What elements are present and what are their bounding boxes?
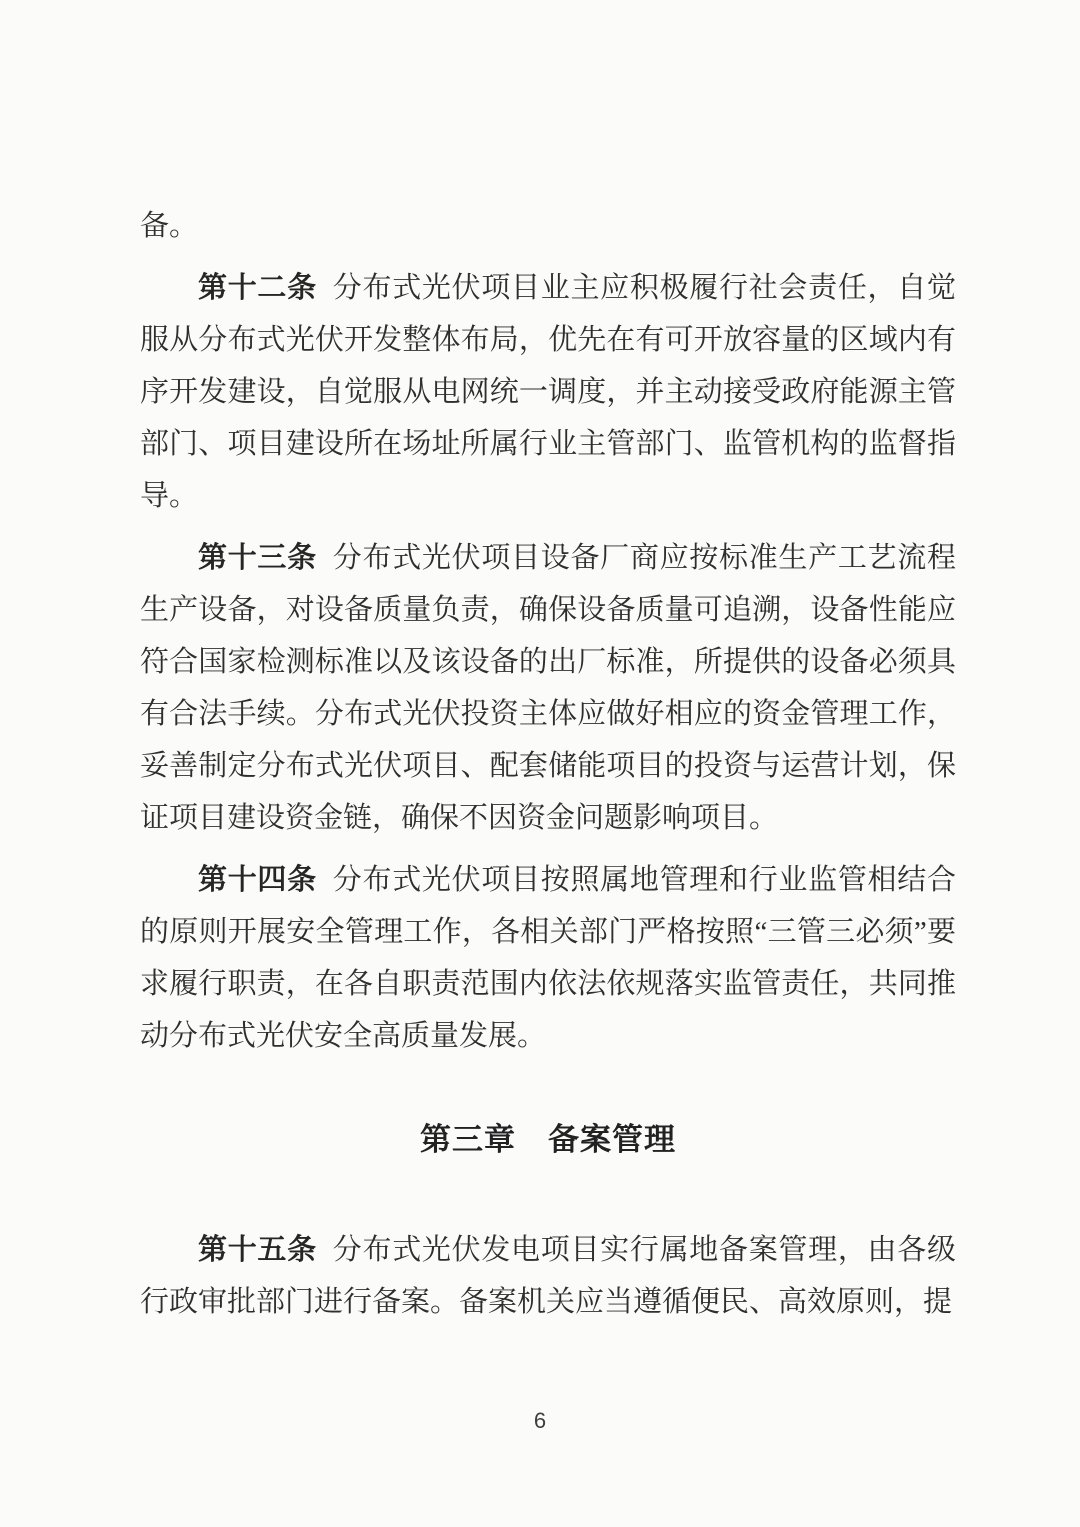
chapter-heading: 第三章 备案管理 xyxy=(420,1122,676,1157)
article-15-text: 分布式光伏发电项目实行属地备案管理，由各级行政审批部门进行备案。备案机关应当遵循便民、高效原则，提 xyxy=(140,1234,956,1318)
paragraph-continuation-text: 备。 xyxy=(140,210,199,242)
article-12-label: 第十二条 xyxy=(198,272,317,304)
paragraph-article-13 xyxy=(140,532,956,844)
paragraph-article-14 xyxy=(140,854,956,1062)
article-15-label: 第十五条 xyxy=(198,1234,317,1266)
article-14-label: 第十四条 xyxy=(198,864,317,896)
article-13-text: 分布式光伏项目设备厂商应按标准生产工艺流程生产设备，对设备质量负责，确保设备质量可追溯，设备性能应符合国家检测标准以及该设备的出厂标准，所提供的设备必须具有合法手续。分布式光伏投资主体应做好相应的资金管理工作，妥善制定分布式光伏项目、配套储能项目的投资与运营计划，保证项目建设资金链，确保不因资金问题影响项目。 xyxy=(140,542,956,834)
article-13-label: 第十三条 xyxy=(198,542,317,574)
paragraph-article-12 xyxy=(140,262,956,522)
page-number: 6 xyxy=(533,1408,547,1433)
page-footer xyxy=(0,1408,1080,1434)
paragraph-article-15 xyxy=(140,1224,956,1328)
document-body xyxy=(140,200,956,1338)
article-12-text: 分布式光伏项目业主应积极履行社会责任，自觉服从分布式光伏开发整体布局，优先在有可开放容量的区域内有序开发建设，自觉服从电网统一调度，并主动接受政府能源主管部门、项目建设所在场址所属行业主管部门、监管机构的监督指导。 xyxy=(140,272,956,512)
paragraph-continuation xyxy=(140,200,956,252)
article-14-text: 分布式光伏项目按照属地管理和行业监管相结合的原则开展安全管理工作，各相关部门严格按照“三管三必须”要求履行职责，在各自职责范围内依法依规落实监管责任，共同推动分布式光伏安全高质量发展。 xyxy=(140,864,956,1052)
